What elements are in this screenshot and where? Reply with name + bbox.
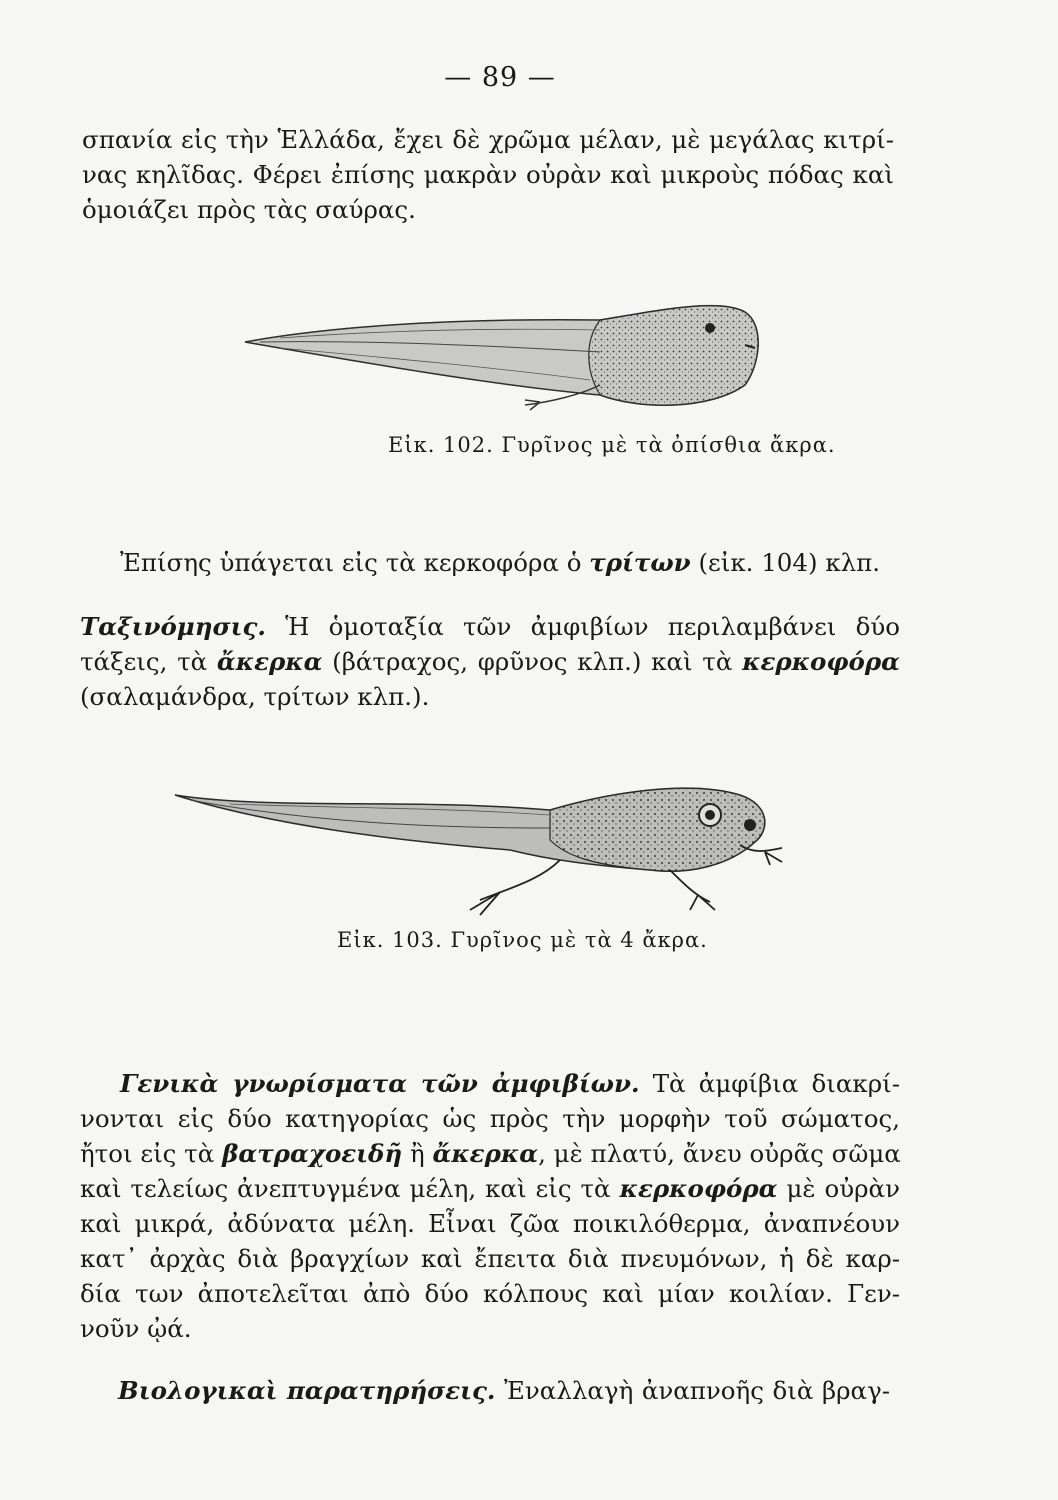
text-span: (εἰκ. 104) κλπ. xyxy=(690,548,881,577)
text-span: (βάτραχος, φρῦνος κλπ.) καὶ τὰ xyxy=(322,647,743,676)
term-batrachoeidi: βατραχοειδῆ xyxy=(222,1139,403,1168)
text-line: νονται εἰς δύο κατηγορίας ὡς πρὸς τὴν μορφὴν τοῦ σώματος, xyxy=(80,1104,900,1133)
term-akerka: ἄκερκα xyxy=(432,1139,539,1168)
section-heading-classification: Ταξινόμησις. xyxy=(80,612,266,641)
triton-paragraph xyxy=(120,545,892,580)
text-line xyxy=(80,644,900,679)
text-line: καὶ μικρά, ἀδύνατα μέλη. Εἶναι ζῶα ποικιλόθερμα, ἀναπνέουν xyxy=(80,1209,900,1238)
figure-103-caption: Εἰκ. 103. Γυρῖνος μὲ τὰ 4 ἄκρα. xyxy=(337,928,708,952)
text-line: ὁμοιάζει πρὸς τὰς σαύρας. xyxy=(82,195,416,224)
term-akerka: ἄκερκα xyxy=(216,647,323,676)
text-line: κατ᾽ ἀρχὰς διὰ βραγχίων καὶ ἔπειτα διὰ πνευμόνων, ἡ δὲ καρ- xyxy=(80,1244,900,1273)
intro-paragraph xyxy=(82,122,894,227)
page-number: — 89 — xyxy=(444,62,556,93)
text-line: (σαλαμάνδρα, τρίτων κλπ.). xyxy=(80,682,430,711)
tadpole-four-legs-illustration xyxy=(170,770,800,925)
text-line xyxy=(80,1066,900,1101)
term-kerkofora: κερκοφόρα xyxy=(742,647,900,676)
text-span: Ἐπίσης ὑπάγεται εἰς τὰ κερκοφόρα ὁ xyxy=(120,548,590,577)
term-kerkofora: κερκοφόρα xyxy=(619,1174,778,1203)
text-span: ἤτοι εἰς τὰ xyxy=(80,1139,223,1168)
classification-paragraph xyxy=(80,609,900,714)
section-heading-general-features: Γενικὰ γνωρίσματα τῶν ἀμφιβίων. xyxy=(120,1069,640,1098)
text-line: νας κηλῖδας. Φέρει ἐπίσης μακρὰν οὐρὰν καὶ μικροὺς πόδας καὶ xyxy=(82,160,894,189)
text-span: Ἡ ὁμοταξία τῶν ἀμφιβίων περιλαμβάνει δύο xyxy=(265,612,900,641)
text-span: μὲ οὐρὰν xyxy=(777,1174,900,1203)
text-line xyxy=(120,545,892,580)
text-span: καὶ τελείως ἀνεπτυγμένα μέλη, καὶ εἰς τὰ xyxy=(80,1174,620,1203)
text-span: Ἐναλλαγὴ ἀναπνοῆς διὰ βραγ- xyxy=(495,1376,890,1405)
biology-paragraph xyxy=(118,1373,890,1408)
text-span: ἢ xyxy=(402,1139,433,1168)
section-heading-biology: Βιολογικαὶ παρατηρήσεις. xyxy=(118,1376,496,1405)
text-line xyxy=(80,609,900,644)
text-line xyxy=(80,1171,900,1206)
general-features-paragraph xyxy=(80,1066,900,1346)
text-line xyxy=(80,1136,900,1171)
figure-102-caption: Εἰκ. 102. Γυρῖνος μὲ τὰ ὀπίσθια ἄκρα. xyxy=(388,433,836,457)
text-line: σπανία εἰς τὴν Ἑλλάδα, ἔχει δὲ χρῶμα μέλαν, μὲ μεγάλας κιτρί- xyxy=(82,125,894,154)
text-span: Τὰ ἀμφίβια διακρί- xyxy=(639,1069,900,1098)
text-line: νοῦν ᾠά. xyxy=(80,1314,192,1343)
text-span: τάξεις, τὰ xyxy=(80,647,217,676)
term-triton: τρίτων xyxy=(589,548,691,577)
text-line xyxy=(118,1373,890,1408)
text-line: δία των ἀποτελεῖται ἀπὸ δύο κόλπους καὶ μίαν κοιλίαν. Γεν- xyxy=(80,1279,900,1308)
text-span: , μὲ πλατύ, ἄνευ οὐρᾶς σῶμα xyxy=(538,1139,901,1168)
tadpole-hind-legs-illustration xyxy=(240,290,770,430)
